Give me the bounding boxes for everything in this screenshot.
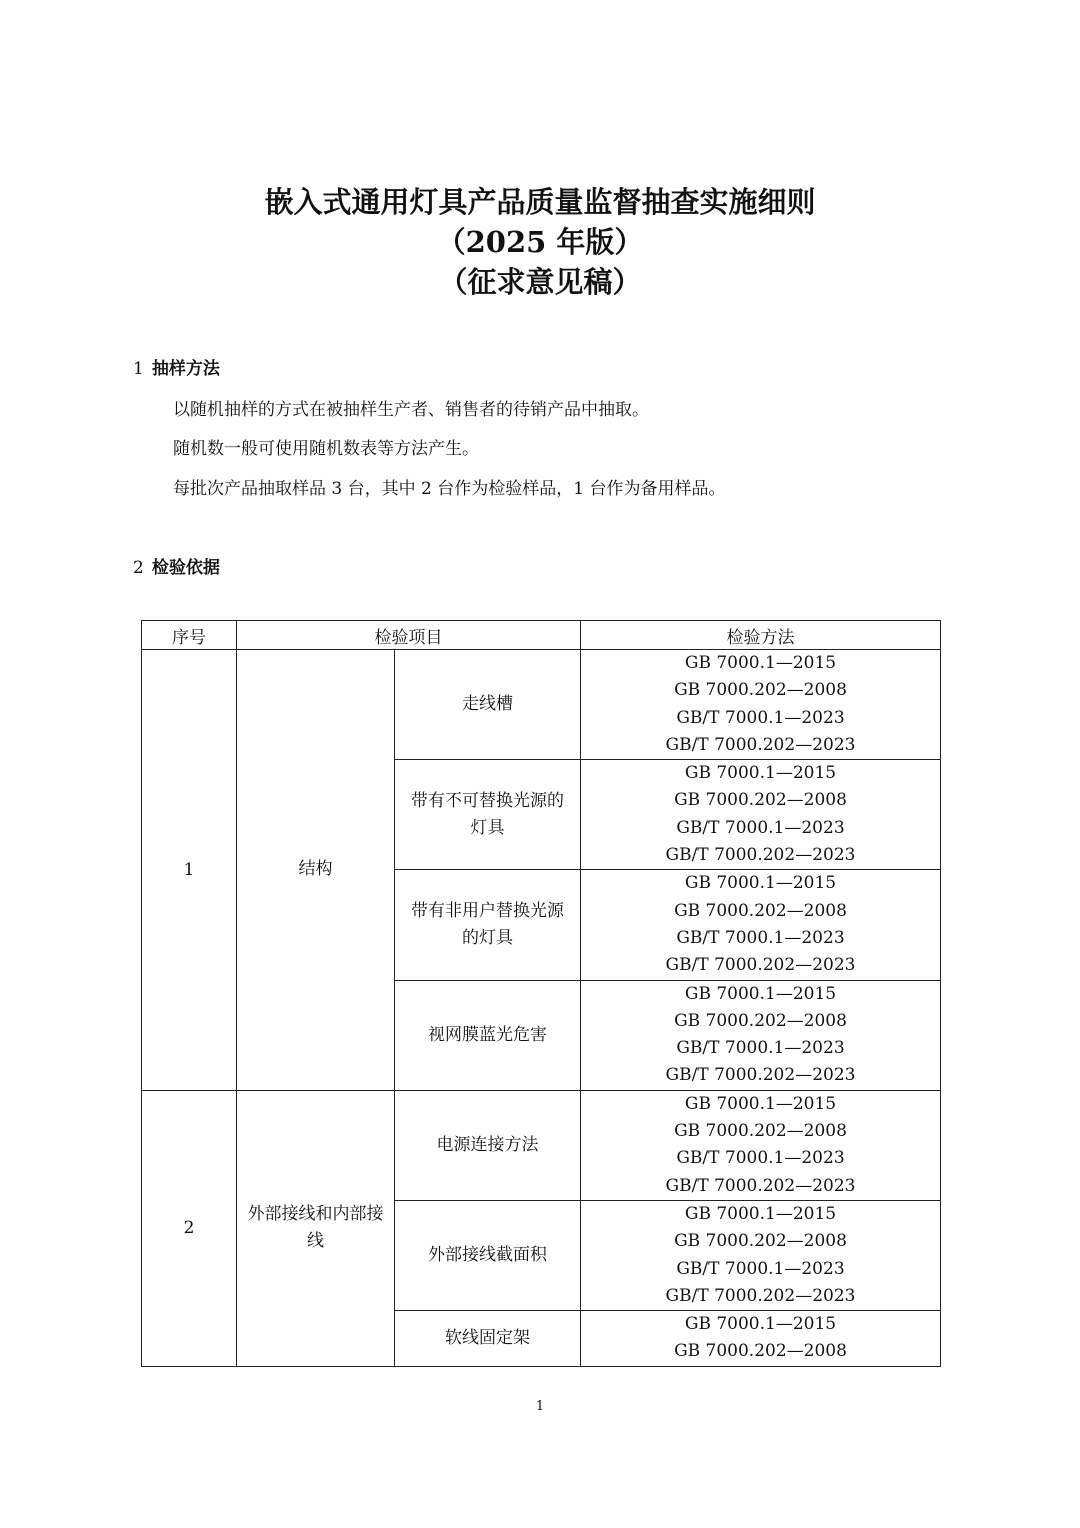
method-standard: GB/T 7000.202—2023 — [665, 734, 856, 755]
document-title — [0, 182, 1080, 302]
item-cell — [395, 760, 581, 870]
method-cell — [581, 870, 941, 980]
method-cell — [581, 980, 941, 1090]
method-standard: GB/T 7000.202—2023 — [665, 1065, 856, 1086]
title-line-2: （2025 年版） — [436, 225, 644, 259]
item-cell — [395, 980, 581, 1090]
table-row — [142, 650, 941, 760]
method-standard: GB/T 7000.202—2023 — [665, 955, 856, 976]
method-standard: GB/T 7000.1—2023 — [676, 1148, 845, 1169]
header-method: 检验方法 — [581, 621, 941, 650]
section-2-heading — [133, 553, 220, 578]
method-standard: GB/T 7000.202—2023 — [665, 1175, 856, 1196]
method-cell — [581, 1200, 941, 1310]
section-1-paragraph: 随机数一般可使用随机数表等方法产生。 — [173, 439, 479, 459]
header-item: 检验项目 — [237, 621, 581, 650]
method-standard: GB/T 7000.1—2023 — [676, 927, 845, 948]
method-standard: GB/T 7000.1—2023 — [676, 707, 845, 728]
method-standard: GB 7000.202—2008 — [674, 1341, 847, 1362]
item-label: 外部接线截面积 — [428, 1245, 547, 1266]
section-2-number: 2 — [133, 558, 144, 578]
method-standard: GB 7000.202—2008 — [674, 900, 847, 921]
section-1-paragraph: 以随机抽样的方式在被抽样生产者、销售者的待销产品中抽取。 — [173, 400, 649, 420]
title-line-1: 嵌入式通用灯具产品质量监督抽查实施细则 — [264, 185, 816, 219]
inspection-table — [141, 620, 941, 1367]
section-1-title: 抽样方法 — [151, 359, 220, 379]
method-cell — [581, 760, 941, 870]
table-row — [142, 1090, 941, 1200]
method-standard: GB/T 7000.1—2023 — [676, 1258, 845, 1279]
method-standard: GB 7000.1—2015 — [684, 653, 837, 673]
method-standard: GB 7000.202—2008 — [674, 1121, 847, 1142]
method-cell — [581, 1090, 941, 1200]
method-standard: GB 7000.1—2015 — [684, 873, 837, 894]
method-cell — [581, 650, 941, 760]
method-standard: GB 7000.202—2008 — [674, 680, 847, 701]
item-label: 视网膜蓝光危害 — [428, 1024, 547, 1045]
section-1-number: 1 — [133, 359, 144, 379]
seq-cell: 1 — [142, 650, 237, 1091]
item-label: 带有不可替换光源的灯具 — [411, 790, 564, 838]
method-standard: GB 7000.1—2015 — [684, 983, 837, 1004]
item-label: 电源连接方法 — [436, 1134, 539, 1155]
method-cell — [581, 1311, 941, 1367]
method-standard: GB 7000.202—2008 — [674, 1231, 847, 1252]
method-standard: GB 7000.202—2008 — [674, 1010, 847, 1031]
page-number: 1 — [535, 1399, 545, 1414]
table-header-row — [142, 621, 941, 650]
method-standard: GB/T 7000.1—2023 — [676, 1038, 845, 1059]
method-standard: GB 7000.1—2015 — [684, 1093, 837, 1114]
method-standard: GB/T 7000.1—2023 — [676, 817, 845, 838]
item-cell — [395, 1311, 581, 1367]
method-standard: GB 7000.1—2015 — [684, 763, 837, 784]
seq-cell: 2 — [142, 1090, 237, 1366]
method-standard: GB/T 7000.202—2023 — [665, 1285, 856, 1306]
item-label: 走线槽 — [462, 694, 513, 715]
method-standard: GB 7000.202—2008 — [674, 790, 847, 811]
category-cell — [237, 650, 395, 1091]
section-1-paragraph: 每批次产品抽取样品 3 台，其中 2 台作为检验样品，1 台作为备用样品。 — [173, 479, 726, 499]
section-2-title: 检验依据 — [151, 558, 220, 578]
section-1-heading — [133, 354, 220, 379]
method-standard: GB/T 7000.202—2023 — [665, 845, 856, 866]
item-label: 带有非用户替换光源的灯具 — [411, 900, 564, 948]
category-label: 外部接线和内部接线 — [247, 1204, 384, 1252]
method-standard: GB 7000.1—2015 — [684, 1314, 837, 1335]
item-cell — [395, 1090, 581, 1200]
method-standard: GB 7000.1—2015 — [684, 1203, 837, 1224]
title-line-3: （征求意见稿） — [438, 265, 642, 299]
item-cell — [395, 650, 581, 760]
header-seq: 序号 — [142, 621, 237, 650]
item-label: 软线固定架 — [445, 1327, 530, 1348]
category-label: 结构 — [298, 859, 333, 880]
item-cell — [395, 870, 581, 980]
category-cell — [237, 1090, 395, 1366]
item-cell — [395, 1200, 581, 1310]
